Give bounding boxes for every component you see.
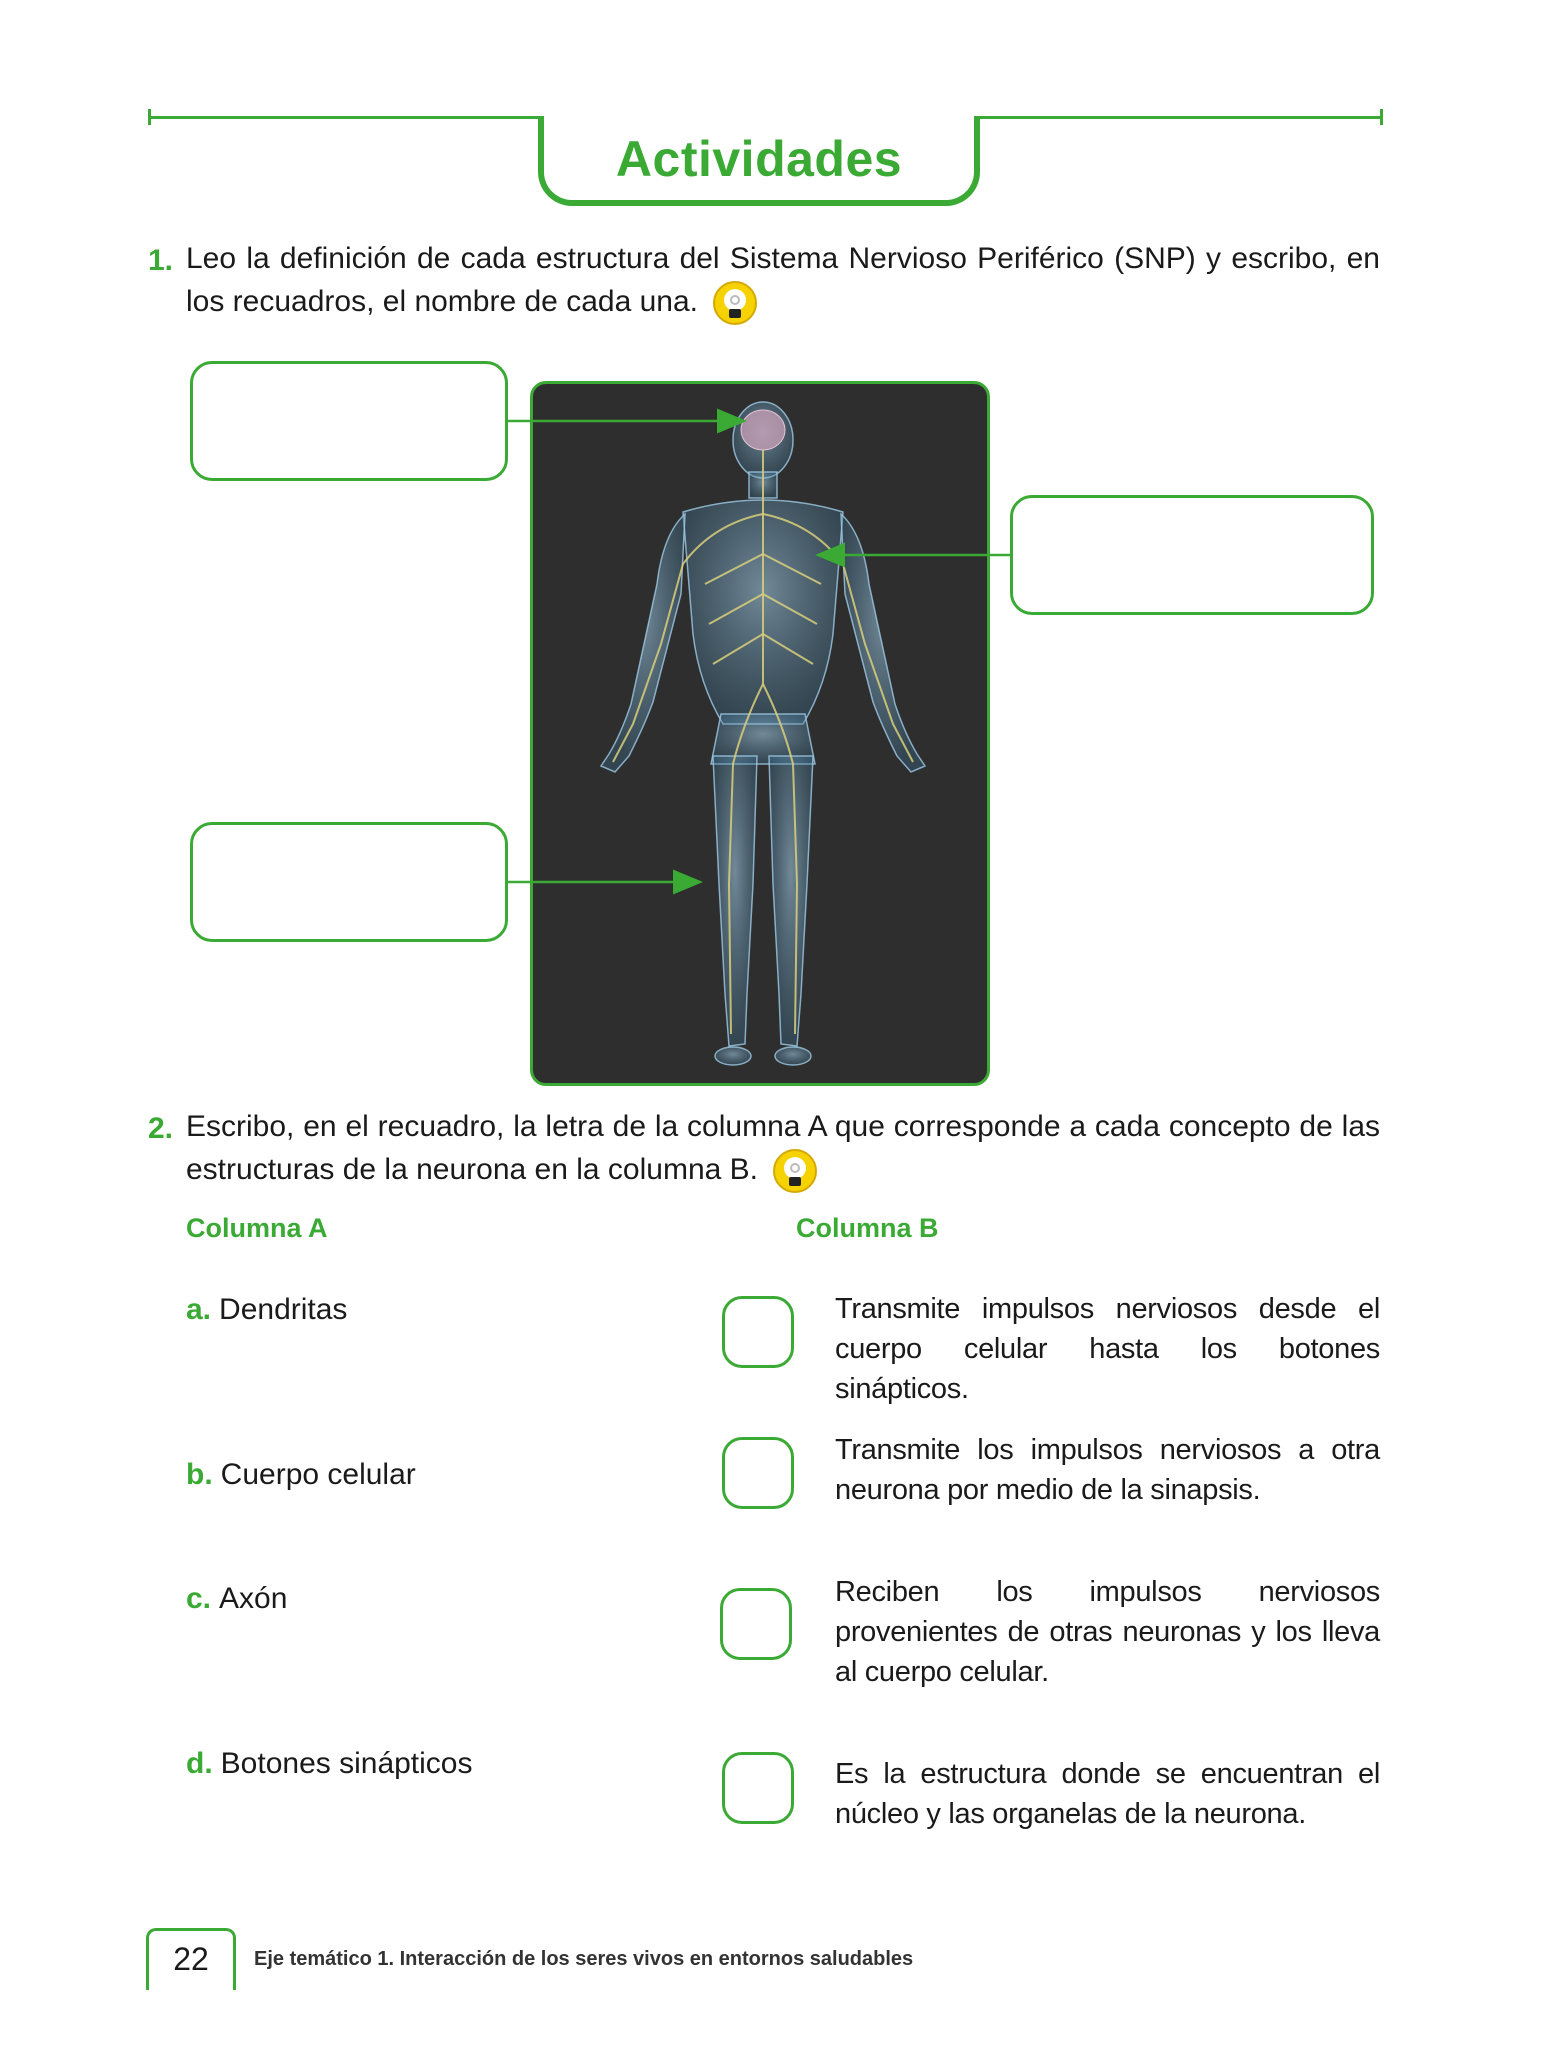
column-b-item-1: Transmite impulsos nerviosos desde el cuerpo celular hasta los botones sinápticos. [835, 1293, 1380, 1405]
lightbulb-icon [712, 280, 758, 326]
answer-box-nerves[interactable] [1010, 495, 1374, 615]
page-number: 22 [173, 1941, 209, 1977]
answer-checkbox-3[interactable] [720, 1588, 792, 1660]
item-letter: a. [186, 1293, 212, 1326]
q1-text [186, 238, 1380, 326]
q2-text-content: Escribo, en el recuadro, la letra de la columna A que corresponde a cada concepto de las estructuras de la neurona en la columna B. [186, 1110, 1380, 1186]
item-label: Botones sinápticos [220, 1747, 473, 1780]
column-b-item-4: Es la estructura donde se encuentran el núcleo y las organelas de la neurona. [835, 1758, 1380, 1830]
column-b-item-2: Transmite los impulsos nerviosos a otra neurona por medio de la sinapsis. [835, 1434, 1380, 1506]
item-label: Cuerpo celular [220, 1458, 416, 1491]
q1-number: 1. [148, 244, 174, 277]
column-a-item-c [186, 1582, 287, 1616]
column-b-title: Columna B [796, 1213, 939, 1243]
column-a-item-a [186, 1293, 347, 1327]
nervous-system-figure [530, 381, 990, 1086]
human-body-illustration [533, 384, 990, 1086]
item-letter: b. [186, 1458, 213, 1491]
answer-checkbox-2[interactable] [722, 1437, 794, 1509]
item-letter: c. [186, 1582, 212, 1615]
q2-number: 2. [148, 1112, 174, 1145]
item-label: Axón [219, 1582, 288, 1615]
page-number-tab [146, 1928, 236, 1990]
item-label: Dendritas [219, 1293, 348, 1326]
column-a-item-d [186, 1747, 473, 1781]
column-a-title: Columna A [186, 1213, 328, 1243]
column-b-item-3: Reciben los impulsos nerviosos provenientes de otras neuronas y los lleva al cuerpo celular. [835, 1576, 1380, 1688]
title-tab [538, 116, 980, 206]
footer-caption: Eje temático 1. Interacción de los seres vivos en entornos saludables [254, 1948, 914, 1970]
q2-text [186, 1106, 1380, 1194]
header-rule-tick-right [1380, 109, 1383, 125]
item-letter: d. [186, 1747, 213, 1780]
answer-checkbox-4[interactable] [722, 1752, 794, 1824]
column-a-item-b [186, 1458, 416, 1492]
answer-box-spinal[interactable] [190, 822, 508, 942]
q1-text-content: Leo la definición de cada estructura del Sistema Nervioso Periférico (SNP) y escribo, en los recuadros, el nombre de cada una. [186, 242, 1380, 318]
page-title: Actividades [615, 131, 903, 187]
answer-box-brain[interactable] [190, 361, 508, 481]
header-rule-tick-left [148, 109, 151, 125]
answer-checkbox-1[interactable] [722, 1296, 794, 1368]
lightbulb-icon [772, 1148, 818, 1194]
